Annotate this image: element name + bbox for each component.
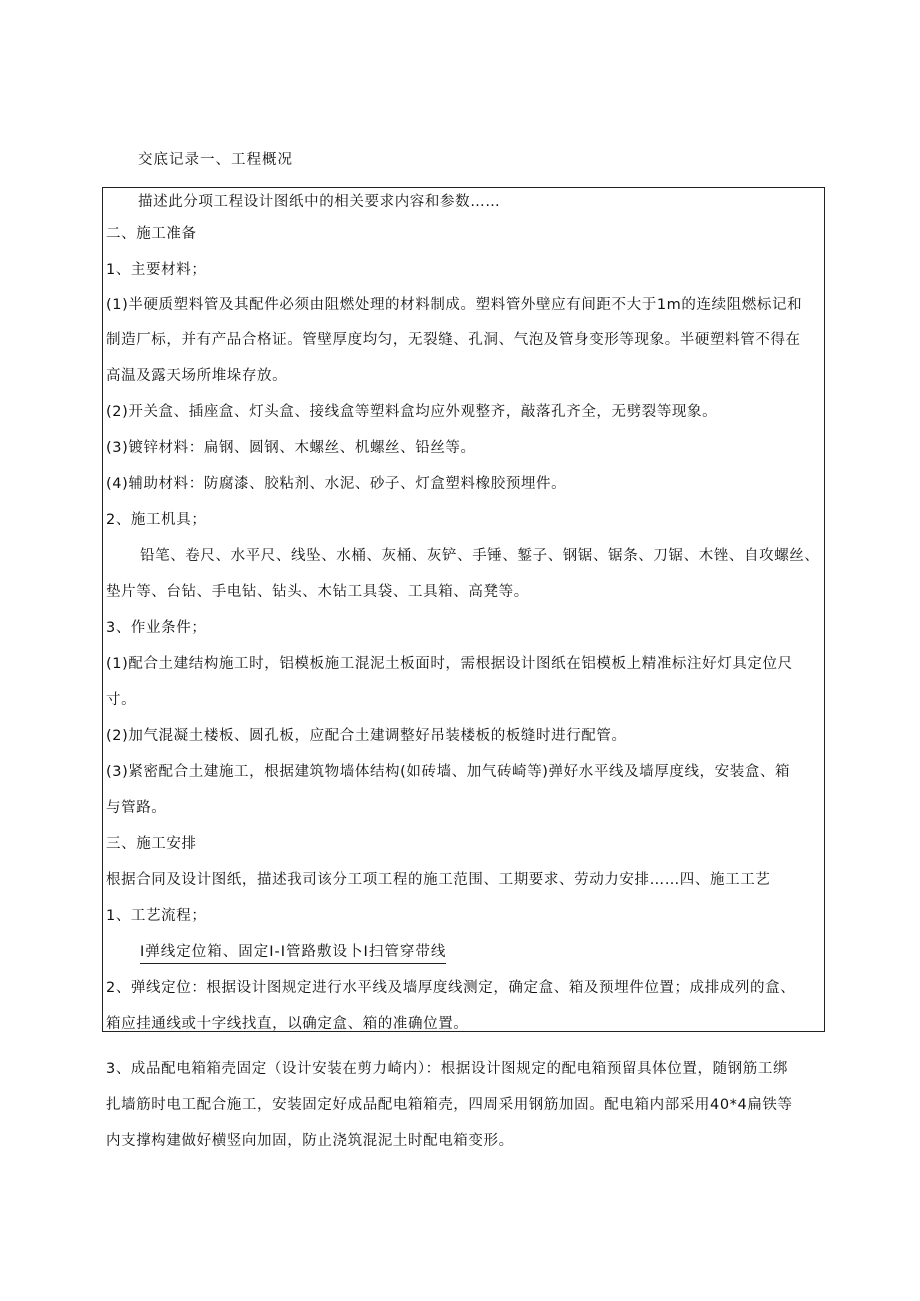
subheading-process: 1、工艺流程； bbox=[106, 908, 207, 924]
condition-2: (2)加气混凝土楼板、圆孔板，应配合土建调整好吊装楼板的板缝时进行配管。 bbox=[106, 728, 627, 744]
material-2: (2)开关盒、插座盒、灯头盒、接线盒等塑料盒均应外观整齐，敲落孔齐全，无劈裂等现象。 bbox=[106, 404, 718, 420]
condition-3-line-2: 与管路。 bbox=[106, 800, 167, 816]
subheading-tools: 2、施工机具； bbox=[106, 512, 207, 528]
overview-text: 描述此分项工程设计图纸中的相关要求内容和参数…… bbox=[138, 194, 501, 210]
process-flow: I弹线定位箱、固定I-I管路敷设卜I扫管穿带线 bbox=[140, 940, 446, 964]
condition-1-line-1: (1)配合土建结构施工时，铝模板施工混泥土板面时，需根据设计图纸在铝模板上精准标注好灯具定位尺 bbox=[106, 656, 793, 672]
tools-line-2: 垫片等、台钻、手电钻、钻头、木钻工具袋、工具箱、高凳等。 bbox=[106, 584, 529, 600]
section-heading-arrangement: 三、施工安排 bbox=[106, 836, 197, 852]
material-1-line-2: 制造厂标，并有产品合格证。管壁厚度均匀，无裂缝、孔洞、气泡及管身变形等现象。半硬塑料管不得在 bbox=[106, 332, 801, 348]
tools-line-1: 铅笔、卷尺、水平尺、线坠、水桶、灰桶、灰铲、手锤、錾子、钢锯、锯条、刀锯、木锉、自攻螺丝、 bbox=[140, 548, 820, 564]
section-heading-prep: 二、施工准备 bbox=[106, 226, 197, 242]
step-3-line-2: 扎墙筋时电工配合施工，安装固定好成品配电箱箱壳，四周采用钢筋加固。配电箱内部采用40*4扁铁等 bbox=[106, 1097, 793, 1113]
subheading-materials: 1、主要材料； bbox=[106, 262, 207, 278]
step-2-line-2: 箱应挂通线或十字线找直，以确定盒、箱的准确位置。 bbox=[106, 1016, 469, 1032]
step-3-line-1: 3、成品配电箱箱壳固定（设计安装在剪力崎内）：根据设计图规定的配电箱预留具体位置，随钢筋工绑 bbox=[106, 1061, 789, 1077]
step-3-line-3: 内支撑构建做好横竖向加固，防止浇筑混泥土时配电箱变形。 bbox=[106, 1133, 514, 1149]
arrangement-text: 根据合同及设计图纸，描述我司该分工项工程的施工范围、工期要求、劳动力安排……四、施工工艺 bbox=[106, 872, 771, 888]
condition-3-line-1: (3)紧密配合土建施工，根据建筑物墙体结构(如砖墙、加气砖崎等)弹好水平线及墙厚度线，安装盒、箱 bbox=[106, 764, 791, 780]
step-2-line-1: 2、弹线定位：根据设计图规定进行水平线及墙厚度线测定，确定盒、箱及预埋件位置；成排成列的盒、 bbox=[106, 980, 796, 996]
page-title: 交底记录一、工程概况 bbox=[138, 152, 293, 168]
material-4: (4)辅助材料：防腐漆、胶粘剂、水泥、砂子、灯盒塑料橡胶预埋件。 bbox=[106, 476, 567, 492]
material-1-line-3: 高温及露天场所堆垛存放。 bbox=[106, 368, 288, 384]
material-3: (3)镀锌材料：扁钢、圆钢、木螺丝、机螺丝、铅丝等。 bbox=[106, 440, 476, 456]
condition-1-line-2: 寸。 bbox=[106, 692, 137, 708]
subheading-conditions: 3、作业条件； bbox=[106, 620, 207, 636]
material-1-line-1: (1)半硬质塑料管及其配件必须由阻燃处理的材料制成。塑料管外壁应有间距不大于1m的连续阻燃标记和 bbox=[106, 297, 803, 313]
